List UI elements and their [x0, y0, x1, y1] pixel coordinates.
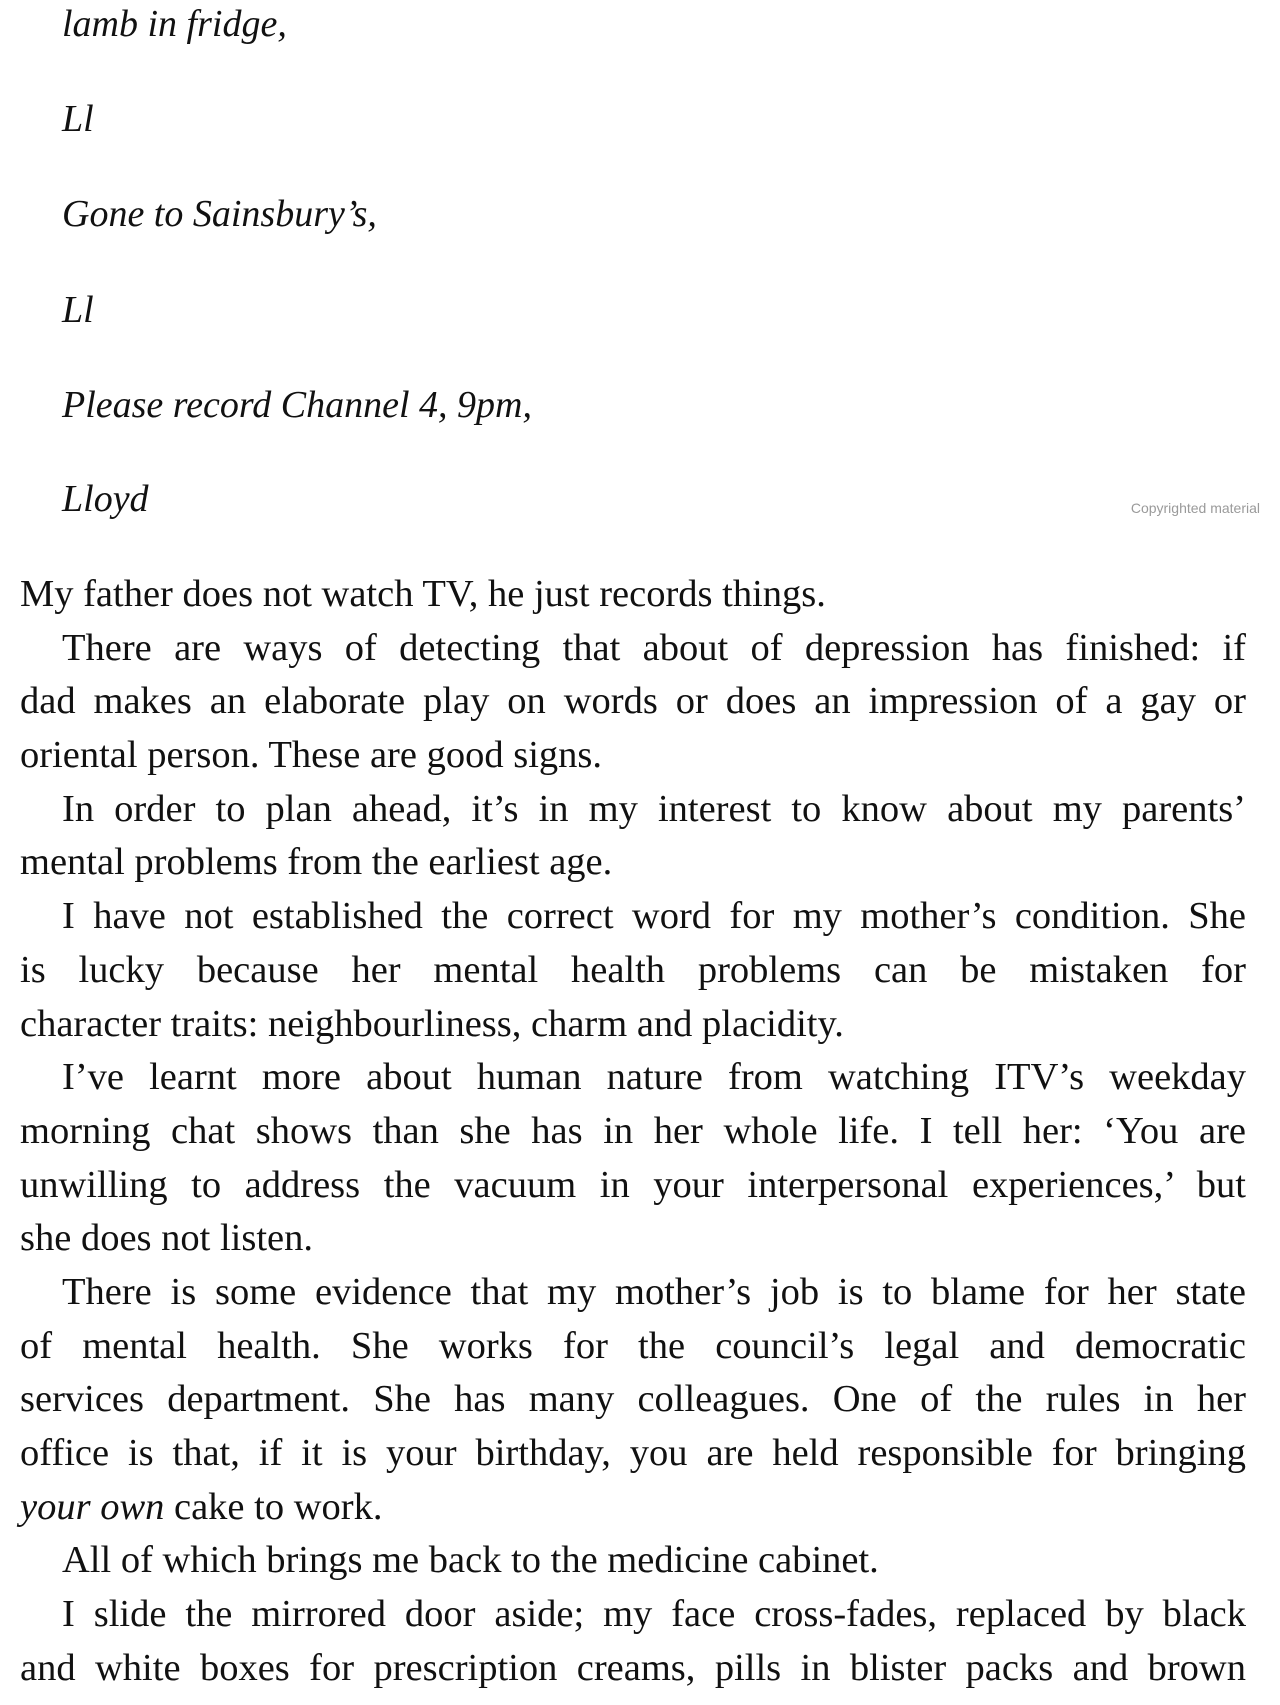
line-text: mental problems from the earliest age. — [20, 841, 613, 884]
line-text: unwilling to address the vacuum in your interpersonal experiences,’ but — [20, 1163, 1246, 1206]
line-text: My father does not watch TV, he just records things. — [20, 573, 826, 615]
line-text: character traits: neighbourliness, charm and placidity. — [20, 1002, 844, 1045]
text-line — [20, 1105, 1246, 1159]
emphasis-text: your own — [20, 1485, 165, 1528]
note-line: Ll — [62, 98, 94, 140]
text-line — [20, 729, 1246, 783]
text-line — [20, 1051, 1246, 1105]
note-line: Ll — [62, 289, 94, 331]
note-line: lamb in fridge, — [62, 3, 287, 45]
line-text: services department. She has many colleagues. One of the rules in her — [20, 1378, 1246, 1421]
line-text: All of which brings me back to the medicine cabinet. — [62, 1539, 879, 1582]
text-line — [20, 1642, 1246, 1696]
line-text: dad makes an elaborate play on words or does an impression of a gay or — [20, 680, 1246, 723]
text-line — [20, 998, 1246, 1052]
line-text: oriental person. These are good signs. — [20, 734, 602, 777]
line-text: There are ways of detecting that about of depression has finished: if — [62, 626, 1246, 669]
line-text: and white boxes for prescription creams, pills in blister packs and brown — [20, 1646, 1246, 1689]
line-text: morning chat shows than she has in her whole life. I tell her: ‘You are — [20, 1109, 1246, 1152]
note-line: Lloyd — [62, 478, 149, 520]
text-line — [20, 836, 1246, 890]
line-text: she does not listen. — [20, 1217, 313, 1260]
text-line — [20, 890, 1246, 944]
line-text: is lucky because her mental health problems can be mistaken for — [20, 948, 1246, 991]
note-line: Please record Channel 4, 9pm, — [62, 384, 532, 426]
copyright-watermark: Copyrighted material — [1130, 500, 1260, 516]
body-text — [20, 568, 1246, 1695]
text-line — [20, 1266, 1246, 1320]
line-text: In order to plan ahead, it’s in my interest to know about my parents’ — [62, 787, 1246, 830]
text-line — [20, 944, 1246, 998]
note-line: Gone to Sainsbury’s, — [62, 193, 377, 235]
text-line — [20, 1534, 1246, 1588]
text-line — [20, 1427, 1246, 1481]
text-line — [20, 1159, 1246, 1213]
text-line — [20, 1212, 1246, 1266]
text-line — [20, 783, 1246, 837]
line-text: I have not established the correct word for my mother’s condition. She — [62, 895, 1246, 938]
line-text: I slide the mirrored door aside; my face cross-fades, replaced by black — [62, 1593, 1246, 1636]
line-text: office is that, if it is your birthday, you are held responsible for bringing — [20, 1432, 1246, 1474]
line-text: There is some evidence that my mother’s job is to blame for her state — [62, 1270, 1246, 1313]
text-line — [20, 1373, 1246, 1427]
line-text: I’ve learnt more about human nature from watching ITV’s weekday — [62, 1056, 1246, 1099]
text-line — [20, 568, 1246, 622]
text-line — [20, 1481, 1246, 1535]
line-text: cake to work. — [164, 1485, 383, 1528]
line-text: of mental health. She works for the council’s legal and democratic — [20, 1324, 1246, 1367]
text-line — [20, 622, 1246, 676]
text-line — [20, 1588, 1246, 1642]
text-line — [20, 1320, 1246, 1374]
text-line — [20, 675, 1246, 729]
